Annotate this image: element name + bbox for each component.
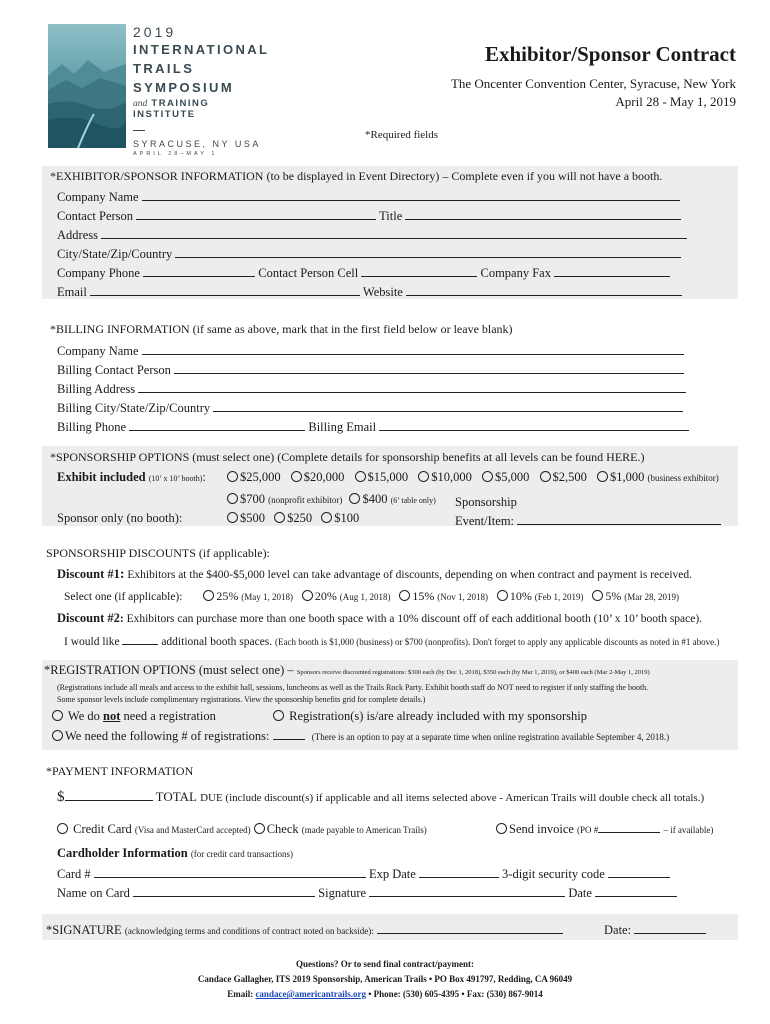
discount-pct: 20% [314,589,337,603]
footer-questions: Questions? Or to send final contract/payment: [295,959,475,969]
radio-icon[interactable] [482,471,493,482]
billing-email-field[interactable] [379,418,689,431]
discount-option[interactable] [302,591,391,603]
phone-row [57,264,670,281]
card-signature-field[interactable] [369,884,565,897]
card-number-field[interactable] [94,865,366,878]
website-label: Website [362,285,403,299]
card-number-row [57,865,670,882]
billing-city-row [57,399,683,416]
radio-icon[interactable] [227,471,238,482]
total-row [57,788,704,806]
contact-person-row [57,207,681,224]
signature-date-row [604,921,706,938]
email-label: Email [57,285,87,299]
select-one-label: Select one (if applicable): [64,591,183,603]
check-note: (made payable to American Trails) [301,825,427,835]
discount-pct: 5% [605,589,622,603]
exhibit-colon: : [202,470,206,484]
dollar-sign: $ [57,789,65,805]
invoice-label: Send invoice [509,822,574,836]
page-title: Exhibitor/Sponsor Contract [484,42,736,66]
signature-date-label: Date: [604,923,632,937]
radio-icon[interactable] [597,471,608,482]
registration-count-field[interactable] [273,727,305,740]
total-amount-field[interactable] [65,788,153,801]
radio-icon[interactable] [496,823,507,834]
discount-1-text: Exhibitors at the $400-$5,000 level can take advantage of discounts, depending on when contract and payment is received. [127,569,693,581]
discount-option[interactable] [399,591,488,603]
registration-pricing-note: Sponsors receive discounted registrations: $300 each (by Dec 1, 2018), $350 each (by Mar 1, 2019), or $400 each (Mar 2-May 1, 2019) [296,669,650,676]
radio-icon[interactable] [399,590,410,601]
exhibit-size-note: (10’ x 10’ booth) [148,474,203,483]
radio-icon[interactable] [497,590,508,601]
radio-icon[interactable] [227,512,238,523]
billing-contact-field[interactable] [174,361,684,374]
level-700-row [227,492,436,507]
discount-date: (May 1, 2018) [241,592,293,602]
contact-cell-label: Contact Person Cell [258,266,359,280]
security-code-label: 3-digit security code [502,867,605,881]
credit-card-label: Credit Card [73,822,132,836]
level-option[interactable] [355,470,409,484]
only-level-label: $100 [334,511,360,525]
billing-company-row [57,342,684,359]
website-field[interactable] [406,283,682,296]
city-label: City/State/Zip/Country [57,247,173,261]
exhibitor-heading: *EXHIBITOR/SPONSOR INFORMATION (to be displayed in Event Directory) – Complete even if you will not have a booth. [50,169,663,183]
registration-heading-row [44,663,650,678]
reg-option-need-label: We need the following # of registrations: [65,729,270,743]
total-label: TOTAL [155,789,197,804]
radio-icon[interactable] [254,823,265,834]
level-options-row [227,470,719,485]
footer-phone-fax: • Phone: (530) 605-4395 • Fax: (530) 867-9014 [368,989,543,999]
logo-line-3: SYMPOSIUM [133,80,235,95]
billing-contact-label: Billing Contact Person [57,363,171,377]
additional-booth-label: additional booth spaces. [161,636,273,648]
discount-1-label: Discount #1 [57,567,120,581]
event-dates: April 28 - May 1, 2019 [615,94,736,109]
discount-date: (Nov 1, 2018) [437,592,488,602]
logo-and: and [133,99,148,109]
logo-training [133,98,273,120]
city-row [57,245,681,262]
contact-cell-field[interactable] [361,264,477,277]
po-if-available: – if available) [663,825,714,835]
name-on-card-row [57,884,677,901]
required-fields-note: *Required fields [365,129,439,141]
nonprofit-note: (nonprofit exhibitor) [268,495,343,505]
logo-rule [133,130,145,131]
radio-icon[interactable] [592,590,603,601]
discount-option[interactable] [203,591,293,603]
reg-option-need-note: (There is an option to pay at a separate time when online registration available September 4, 2018.) [311,732,670,742]
additional-booth-row [64,632,719,648]
reg-option-none-emphasis: not [103,709,121,723]
level-option[interactable] [482,470,529,484]
company-fax-label: Company Fax [480,266,551,280]
logo-location: SYRACUSE, NY USA [133,139,261,149]
logo-training-text: TRAINING INSTITUTE [133,98,210,120]
discount-option[interactable] [592,591,679,603]
sponsor-only-label: Sponsor only (no booth): [57,511,183,525]
sponsorship-label: Sponsorship [455,495,517,509]
billing-address-row [57,380,686,397]
symposium-logo-text [133,24,273,157]
cardholder-heading-row [57,846,293,861]
signature-label: *SIGNATURE [46,923,122,937]
exp-date-field[interactable] [419,865,499,878]
business-exhibitor-note: (business exhibitor) [647,473,719,483]
radio-icon[interactable] [540,471,551,482]
billing-phone-label: Billing Phone [57,420,127,434]
payment-heading: *PAYMENT INFORMATION [46,764,194,778]
signature-row [46,921,563,938]
event-item-field[interactable] [517,512,721,525]
only-level-label: $500 [240,511,265,525]
credit-card-note: (Visa and MasterCard accepted) [134,825,251,835]
reg-option-none-label-end: need a registration [123,709,216,723]
billing-company-field[interactable] [142,342,684,355]
city-field[interactable] [175,245,681,258]
name-on-card-field[interactable] [133,884,315,897]
level-400-label: $400 [362,492,388,506]
discount-2-label: Discount #2 [57,611,120,625]
title-field[interactable] [405,207,681,220]
registration-note-2: Some sponsor levels include complimentary registrations. View the sponsorship benefits grid for complete details.) [57,695,426,704]
symposium-logo-graphic [48,24,126,148]
discount-pct: 10% [509,589,532,603]
exhibit-included-label: Exhibit included [57,470,146,484]
logo-line-2: TRAILS [133,61,195,76]
signature-note: (acknowledging terms and conditions of contract noted on backside): [124,926,374,936]
discount-date: (Feb 1, 2019) [534,592,584,602]
discount-date: (Aug 1, 2018) [339,592,391,602]
reg-option-none[interactable] [52,709,216,724]
level-label: $15,000 [367,470,409,484]
booth-price-note: (Each booth is $1,000 (business) or $700 (nonprofits). Don't forget to apply any applicable discounts as noted in #1 above.) [275,637,720,647]
total-due-note: DUE (include discount(s) if applicable and all items selected above - American Trails will double check all totals.) [200,792,705,804]
radio-icon[interactable] [302,590,313,601]
radio-icon[interactable] [52,710,63,721]
discount-1-colon: : [119,567,125,582]
radio-icon[interactable] [57,823,68,834]
sponsor-only-options [227,511,359,526]
radio-icon[interactable] [52,730,63,741]
billing-city-field[interactable] [213,399,683,412]
level-option-700[interactable] [227,492,265,506]
radio-icon[interactable] [273,710,284,721]
company-fax-field[interactable] [554,264,670,277]
discounts-heading: SPONSORSHIP DISCOUNTS (if applicable): [46,546,270,560]
only-option[interactable] [274,511,312,525]
level-option[interactable] [540,470,587,484]
discount-2-row [57,611,702,626]
level-700-label: $700 [240,492,265,506]
radio-icon[interactable] [321,512,332,523]
po-label: (PO # [577,825,599,835]
additional-booth-count-field[interactable] [122,632,158,645]
name-on-card-label: Name on Card [57,886,130,900]
level-label: $20,000 [303,470,345,484]
card-date-label: Date [568,886,592,900]
event-item-row [455,512,721,529]
billing-city-label: Billing City/State/Zip/Country [57,401,211,415]
level-option[interactable] [597,470,644,484]
event-item-label: Event/Item: [455,514,515,528]
level-label: $25,000 [240,470,281,484]
contact-person-label: Contact Person [57,209,134,223]
billing-phone-field[interactable] [129,418,305,431]
venue-text: The Oncenter Convention Center, Syracuse, New York [450,76,736,91]
address-field[interactable] [101,226,687,239]
card-signature-label: Signature [318,886,367,900]
billing-company-label: Company Name [57,344,139,358]
radio-icon[interactable] [355,471,366,482]
reg-option-none-label: We do [67,709,100,723]
card-number-label: Card # [57,867,91,881]
registration-note-1: (Registrations include all meals and access to the exhibit hall, sessions, luncheons as well as the Trails Rock Party. Exhibit booth staff do NOT need to register if only staffing the booth. [57,683,649,692]
po-number-field[interactable] [598,823,660,833]
discount-2-text: Exhibitors can purchase more than one booth space with a 10% discount off of each additional booth (10’ x 10’ booth space). [126,613,703,625]
level-label: $1,000 [610,470,645,484]
level-option[interactable] [291,470,345,484]
title-label: Title [379,209,403,223]
footer-address: Candace Gallagher, ITS 2019 Sponsorship, American Trails • PO Box 491797, Redding, CA 96049 [197,974,573,984]
company-phone-field[interactable] [143,264,255,277]
contact-person-field[interactable] [136,207,376,220]
address-label: Address [57,228,98,242]
logo-dates: APRIL 28–MAY 1 [133,151,218,157]
security-code-field[interactable] [608,865,670,878]
radio-icon[interactable] [349,493,360,504]
discount-option[interactable] [497,591,584,603]
discount-pct: 25% [216,589,239,603]
radio-icon[interactable] [291,471,302,482]
company-name-label: Company Name [57,190,139,204]
signature-field[interactable] [377,921,563,934]
footer [0,957,770,1002]
check-label: Check [266,822,299,836]
reg-option-included[interactable] [273,709,587,724]
billing-address-field[interactable] [138,380,686,393]
table-only-note: (6’ table only) [390,496,436,505]
exhibit-included-row [57,470,206,485]
billing-phone-row [57,418,689,435]
billing-address-label: Billing Address [57,382,136,396]
logo-line-1: INTERNATIONAL [133,42,270,57]
radio-icon[interactable] [227,493,238,504]
company-name-row [57,188,680,205]
footer-contact [0,987,770,1002]
signature-date-field[interactable] [634,921,706,934]
logo-year: 2019 [133,24,177,40]
would-like-label: I would like [64,636,120,648]
discount-1-row [57,567,692,583]
billing-heading: *BILLING INFORMATION (if same as above, mark that in the first field below or leave blank) [50,322,513,336]
footer-email-label: Email: [227,989,254,999]
sponsorship-heading: *SPONSORSHIP OPTIONS (must select one) (Complete details for sponsorship benefits at all levels can be found HERE.) [50,450,645,464]
discount-date: (Mar 28, 2019) [624,592,679,602]
level-label: $2,500 [552,470,587,484]
discount-pct: 15% [412,589,435,603]
pay-check-option[interactable] [254,822,299,836]
discount-2-colon: : [119,613,124,625]
only-level-label: $250 [287,511,313,525]
only-option[interactable] [227,511,265,525]
level-option[interactable] [418,470,472,484]
cardholder-heading: Cardholder Information [57,846,188,860]
billing-email-label: Billing Email [308,420,377,434]
level-label: $5,000 [495,470,530,484]
only-option[interactable] [321,511,359,525]
company-phone-label: Company Phone [57,266,140,280]
radio-icon[interactable] [274,512,285,523]
billing-contact-row [57,361,684,378]
email-field[interactable] [90,283,360,296]
discount-select-row [64,589,679,604]
exp-date-label: Exp Date [368,867,416,881]
level-option[interactable] [227,470,281,484]
reg-option-need[interactable] [52,727,669,744]
registration-heading: *REGISTRATION OPTIONS (must select one) – [44,663,294,677]
reg-option-included-label: Registration(s) is/are already included with my sponsorship [289,709,587,723]
radio-icon[interactable] [203,590,214,601]
email-row [57,283,682,300]
pay-credit-option[interactable] [57,822,132,836]
payment-method-row [57,822,427,837]
address-row [57,226,687,243]
level-label: $10,000 [431,470,472,484]
level-option-400[interactable] [349,492,387,506]
pay-invoice-option[interactable] [496,822,713,837]
card-date-field[interactable] [595,884,677,897]
footer-email-link[interactable]: candace@americantrails.org [255,989,367,999]
company-name-field[interactable] [142,188,680,201]
cardholder-note: (for credit card transactions) [190,849,294,859]
radio-icon[interactable] [418,471,429,482]
